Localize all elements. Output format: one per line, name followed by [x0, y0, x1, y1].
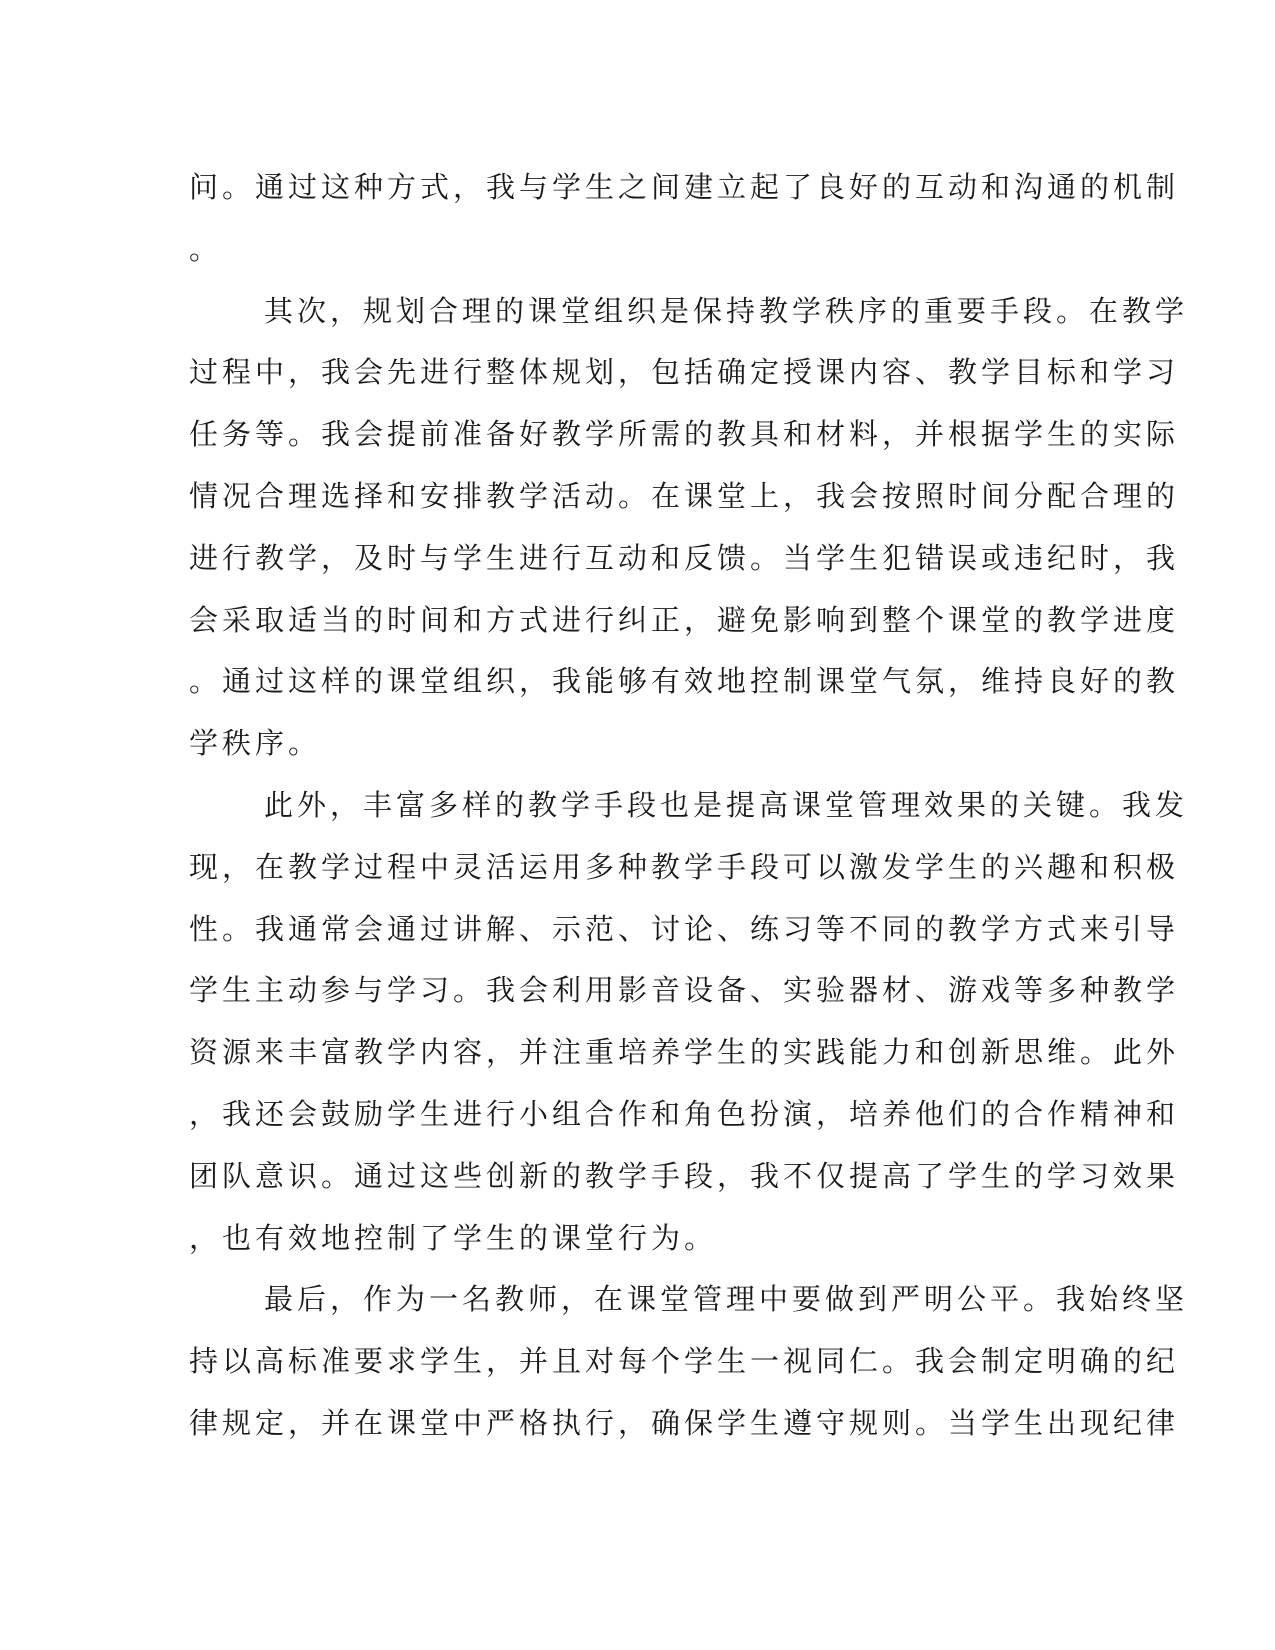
text-line: ，我还会鼓励学生进行小组合作和角色扮演，培养他们的合作精神和: [189, 1096, 1180, 1131]
text-line: 现，在教学过程中灵活运用多种教学手段可以激发学生的兴趣和积极: [189, 849, 1180, 884]
text-line: 。: [189, 231, 223, 266]
text-line: 最后，作为一名教师，在课堂管理中要做到严明公平。我始终坚: [264, 1282, 1189, 1317]
text-line: 性。我通常会通过讲解、示范、讨论、练习等不同的教学方式来引导: [189, 911, 1180, 946]
text-line: 任务等。我会提前准备好教学所需的教具和材料，并根据学生的实际: [189, 417, 1180, 452]
text-line: 其次，规划合理的课堂组织是保持教学秩序的重要手段。在教学: [264, 293, 1189, 328]
text-line: 进行教学，及时与学生进行互动和反馈。当学生犯错误或违纪时，我: [189, 540, 1180, 575]
text-line: 会采取适当的时间和方式进行纠正，避免影响到整个课堂的教学进度: [189, 602, 1180, 637]
text-line: 律规定，并在课堂中严格执行，确保学生遵守规则。当学生出现纪律: [189, 1405, 1180, 1440]
text-line: 此外，丰富多样的教学手段也是提高课堂管理效果的关键。我发: [264, 787, 1189, 822]
body-text: [189, 157, 1189, 1455]
text-line: 团队意识。通过这些创新的教学手段，我不仅提高了学生的学习效果: [189, 1158, 1180, 1193]
text-line: 学生主动参与学习。我会利用影音设备、实验器材、游戏等多种教学: [189, 973, 1180, 1008]
text-line: 资源来丰富教学内容，并注重培养学生的实践能力和创新思维。此外: [189, 1035, 1180, 1070]
paragraph-4: [189, 1269, 1189, 1454]
paragraph-3: [189, 775, 1189, 1269]
text-line: 情况合理选择和安排教学活动。在课堂上，我会按照时间分配合理的: [189, 478, 1180, 513]
paragraph-2: [189, 281, 1189, 775]
paragraph-1: [189, 157, 1180, 281]
text-line: 。通过这样的课堂组织，我能够有效地控制课堂气氛，维持良好的教: [189, 664, 1180, 699]
text-line: 持以高标准要求学生，并且对每个学生一视同仁。我会制定明确的纪: [189, 1344, 1180, 1379]
text-line: 学秩序。: [189, 726, 322, 761]
text-line: ，也有效地控制了学生的课堂行为。: [189, 1220, 718, 1255]
text-line: 过程中，我会先进行整体规划，包括确定授课内容、教学目标和学习: [189, 355, 1180, 390]
text-line: 问。通过这种方式，我与学生之间建立起了良好的互动和沟通的机制: [189, 170, 1180, 204]
